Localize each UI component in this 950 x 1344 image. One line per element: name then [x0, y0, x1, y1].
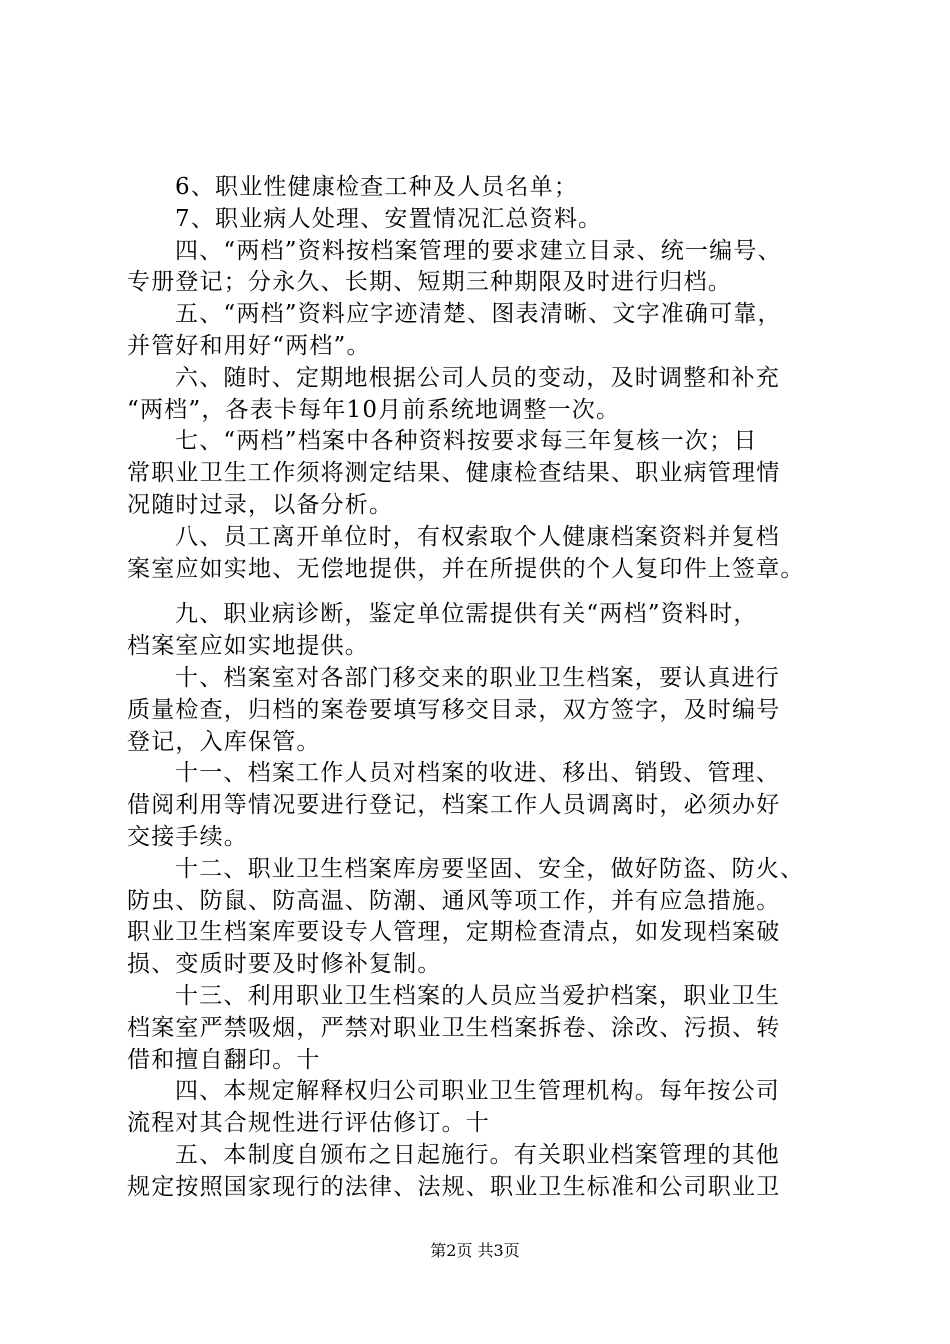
- paragraph-line: 八、员工离开单位时，有权索取个人健康档案资料并复档: [175, 523, 780, 550]
- paragraph-line: 交接手续。: [127, 823, 248, 850]
- paragraph-line: 九、职业病诊断，鉴定单位需提供有关“两档”资料时，: [175, 601, 758, 628]
- paragraph-line: 十三、利用职业卫生档案的人员应当爱护档案，职业卫生: [175, 982, 780, 1009]
- paragraph-line: 登记，入库保管。: [127, 728, 321, 755]
- paragraph-line: 六、随时、定期地根据公司人员的变动，及时调整和补充: [175, 364, 780, 391]
- paragraph-line: 案室应如实地、无偿地提供，并在所提供的个人复印件上签章。: [127, 555, 805, 582]
- paragraph-line: 十二、职业卫生档案库房要坚固、安全，做好防盗、防火、: [175, 855, 805, 882]
- paragraph-line: “两档”，各表卡每年10月前系统地调整一次。: [127, 396, 621, 423]
- paragraph-line: 档案室严禁吸烟，严禁对职业卫生档案拆卷、涂改、污损、转: [127, 1014, 781, 1041]
- paragraph-line: 质量检查，归档的案卷要填写移交目录，双方签字，及时编号: [127, 696, 781, 723]
- paragraph-line: 四、“两档”资料按档案管理的要求建立目录、统一编号、: [175, 237, 782, 264]
- paragraph-line: 防虫、防鼠、防高温、防潮、通风等项工作，并有应急措施。: [127, 887, 781, 914]
- paragraph-line: 6、职业性健康检查工种及人员名单；: [175, 174, 579, 200]
- paragraph-line: 损、变质时要及时修补复制。: [127, 951, 442, 978]
- paragraph-line: 况随时过录，以备分析。: [127, 491, 394, 518]
- paragraph-line: 规定按照国家现行的法律、法规、职业卫生标准和公司职业卫: [127, 1173, 781, 1200]
- paragraph-line: 借和擅自翻印。十: [127, 1046, 321, 1073]
- paragraph-line: 档案室应如实地提供。: [127, 633, 369, 660]
- paragraph-line: 7、职业病人处理、安置情况汇总资料。: [175, 205, 603, 232]
- paragraph-line: 七、“两档”档案中各种资料按要求每三年复核一次；日: [175, 428, 758, 455]
- paragraph-line: 流程对其合规性进行评估修订。十: [127, 1110, 490, 1137]
- paragraph-line: 借阅利用等情况要进行登记，档案工作人员调离时，必须办好: [127, 792, 781, 819]
- paragraph-line: 十一、档案工作人员对档案的收进、移出、销毁、管理、: [175, 760, 780, 787]
- paragraph-line: 四、本规定解释权归公司职业卫生管理机构。每年按公司: [175, 1078, 780, 1105]
- paragraph-line: 专册登记；分永久、长期、短期三种期限及时进行归档。: [127, 269, 732, 296]
- paragraph-line: 五、本制度自颁布之日起施行。有关职业档案管理的其他: [175, 1141, 780, 1168]
- paragraph-line: 常职业卫生工作须将测定结果、健康检查结果、职业病管理情: [127, 460, 781, 487]
- page-footer: 第2页 共3页: [430, 1241, 520, 1260]
- paragraph-line: 十、档案室对各部门移交来的职业卫生档案，要认真进行: [175, 664, 780, 691]
- paragraph-line: 并管好和用好“两档”。: [127, 332, 371, 359]
- paragraph-gap: [127, 585, 847, 599]
- document-body: [127, 172, 847, 1204]
- paragraph-line: 职业卫生档案库要设专人管理，定期检查清点，如发现档案破: [127, 919, 781, 946]
- paragraph-line: 五、“两档”资料应字迹清楚、图表清晰、文字准确可靠，: [175, 301, 782, 328]
